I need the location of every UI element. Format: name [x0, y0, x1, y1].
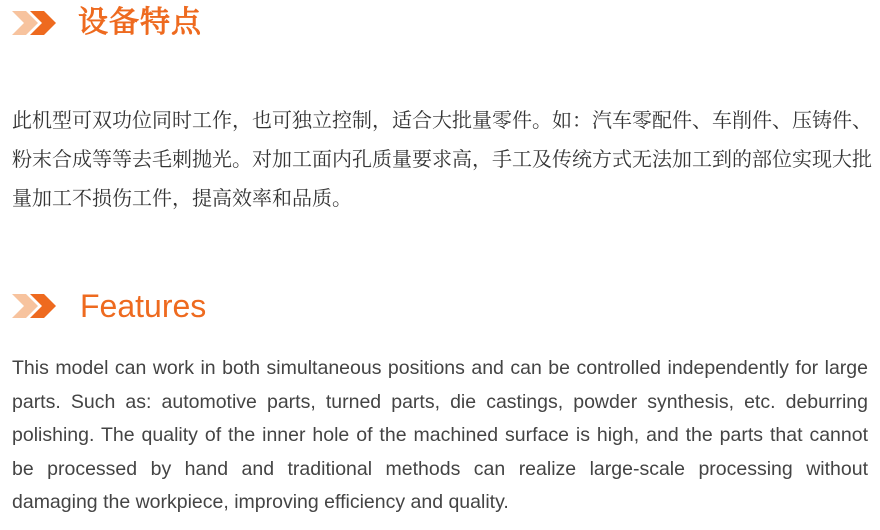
double-chevron-right-icon: [10, 8, 62, 38]
section-title-cn: 设备特点: [78, 5, 202, 40]
description-en: This model can work in both simultaneous positions and can be controlled independently for large parts. Such as: automotive parts, turned parts, die castings, powder synthesis, etc. deburring polishing. The quality of the inner hole of the machined surface is high, and the parts that cannot be processed by hand and traditional methods can realize large-scale processing without damaging the workpiece, improving efficiency and quality.: [12, 357, 868, 513]
section-title-en: Features: [80, 288, 207, 324]
section-header-cn: [10, 5, 202, 40]
double-chevron-right-icon: [10, 291, 62, 321]
section-header-en: [10, 290, 206, 322]
description-cn: 此机型可双功位同时工作，也可独立控制，适合大批量零件。如：汽车零配件、车削件、压铸件、粉末合成等等去毛刺抛光。对加工面内孔质量要求高，手工及传统方式无法加工到的部位实现大批量加工不损伤工件，提高效率和品质。: [12, 108, 872, 210]
